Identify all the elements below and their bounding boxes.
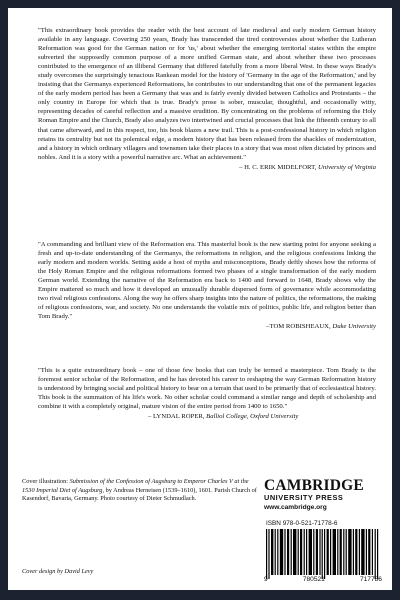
review-quote-robisheaux [38, 240, 376, 331]
quote-attribution [38, 322, 376, 331]
barcode-digit-group: 780521 [302, 576, 325, 583]
quote-text: "A commanding and brilliant view of the Reformation era. This masterful book is the new starting point for anyone seeking a fresh and up-to-date understanding of the Germanys, the reformations in religion, and the religious confessions linking the early modern and modern worlds. Setting aside a host of myths and misconceptions, Brady deftly shows how the reforms of the Holy Roman Empire and the religious reformations formed two phases of a single transformation of the early modern German world. Extending the narrative of the Reformation era back to 1400 and forward to 1648, Brady shows why the Empire mattered so much and how it developed an unusually durable dispersed form of governance while accommodating two rival religious confessions. Along the way he offers sharp insights into the nature of politics, the reformations, the making of religious confessions, war, and society. No one understands the volatile mix of politics, public life, and religion better than Tom Brady." [38, 241, 376, 321]
barcode-icon [264, 529, 382, 579]
cover-credit-details: by Andreas Herneisen (1539–1610), 1601. Parish Church of Kasendorf, Bavaria, Germany. Photo courtesy of Dieter Schmudlach. [22, 486, 257, 502]
quote-attribution [38, 412, 376, 421]
barcode-digit-group: 9 [264, 576, 268, 583]
quote-text: "This is a quite extraordinary book – one of those few books that can truly be termed a masterpiece. Tom Brady is the foremost senior scholar of the Reformation, and he has devoted his career to reshaping the way German Reformation history is understood by bringing social and political history to bear on a terrain that used to be primarily that of ecclesiastical history. This book is the summation of his life's work. No other scholar could command a similar range and depth of scholarship and combine it with a completely original, mature vision of the entire period from 1400 to 1650." [38, 367, 376, 411]
reviewer-affiliation: Duke University [332, 323, 376, 331]
quote-text: "This extraordinary book provides the reader with the best account of late medieval and early modern German history available in any language. Covering 250 years, Brady has transcended the tired controversies about whether the Lutheran Reformation was good for the German nation or for 'us,' about whether the emerging territorial states within the empire subverted the supposedly common purpose of a more unified German state, and about whether these two processes contributed to the emergence of an illiberal Germany that differed fatefully from a more liberal West. In these ways Brady's study overcomes the surprisingly tenacious Rankean model for the history of 'Germany in the age of the Reformation,' and by insisting that the Germanys experienced Reformations, he contributes to our understanding that one of the permanent legacies of the early modern period has been a Germany that was and is fairly evenly divided between Catholics and Protestants – the only country in Europe for which that is true. Brady's prose is sober, muscular, thoughtful, and occasionally witty, representing decades of careful reflection and a massive erudition. By concentrating on the problems of reforming the Holy Roman Empire and the Church, Brady also analyzes two intertwined and crucial processes that link the fifteenth century to all that came afterward, and in this respect, too, his book blazes a new trail. This is a post-confessional history in which religion retains its centrality but not its polemical edge, a modern history that has been released from the shackles of modernization, and a history in which ordinary villagers and townsmen take their places in a story that was most often dictated by princes and nobles. And it is a story with a powerful narrative arc. What an achievement." [38, 27, 376, 161]
back-cover-panel [8, 8, 392, 590]
cover-credit-label: Cover illustration: [22, 478, 68, 485]
cover-illustration-credit [22, 478, 258, 504]
publisher-press: UNIVERSITY PRESS [264, 493, 344, 502]
publisher-name: CAMBRIDGE [264, 477, 364, 494]
review-quote-midelfort [38, 26, 376, 172]
reviewer-name: – LYNDAL ROPER, [148, 413, 205, 421]
review-quote-roper [38, 366, 376, 421]
barcode-digit-group: 717786 [359, 576, 382, 583]
reviewer-name: –TOM ROBISHEAUX, [266, 323, 331, 331]
quote-attribution [38, 163, 376, 172]
barcode-digits [264, 576, 382, 583]
isbn-label: ISBN 978-0-521-71778-6 [266, 520, 338, 527]
reviewer-affiliation: Balliol College, Oxford University [206, 413, 299, 421]
cover-credit-title: Submission of the Confession of Augsburg to Emperor Charles V at the 1530 Imperial Diet of Augsburg, [22, 478, 249, 494]
reviewer-name: – H. C. ERIK MIDELFORT, [239, 163, 317, 171]
publisher-logo [264, 478, 386, 512]
reviewer-affiliation: University of Virginia [318, 163, 376, 171]
publisher-url: www.cambridge.org [264, 504, 327, 511]
cover-design-credit: Cover design by David Levy [22, 568, 94, 575]
